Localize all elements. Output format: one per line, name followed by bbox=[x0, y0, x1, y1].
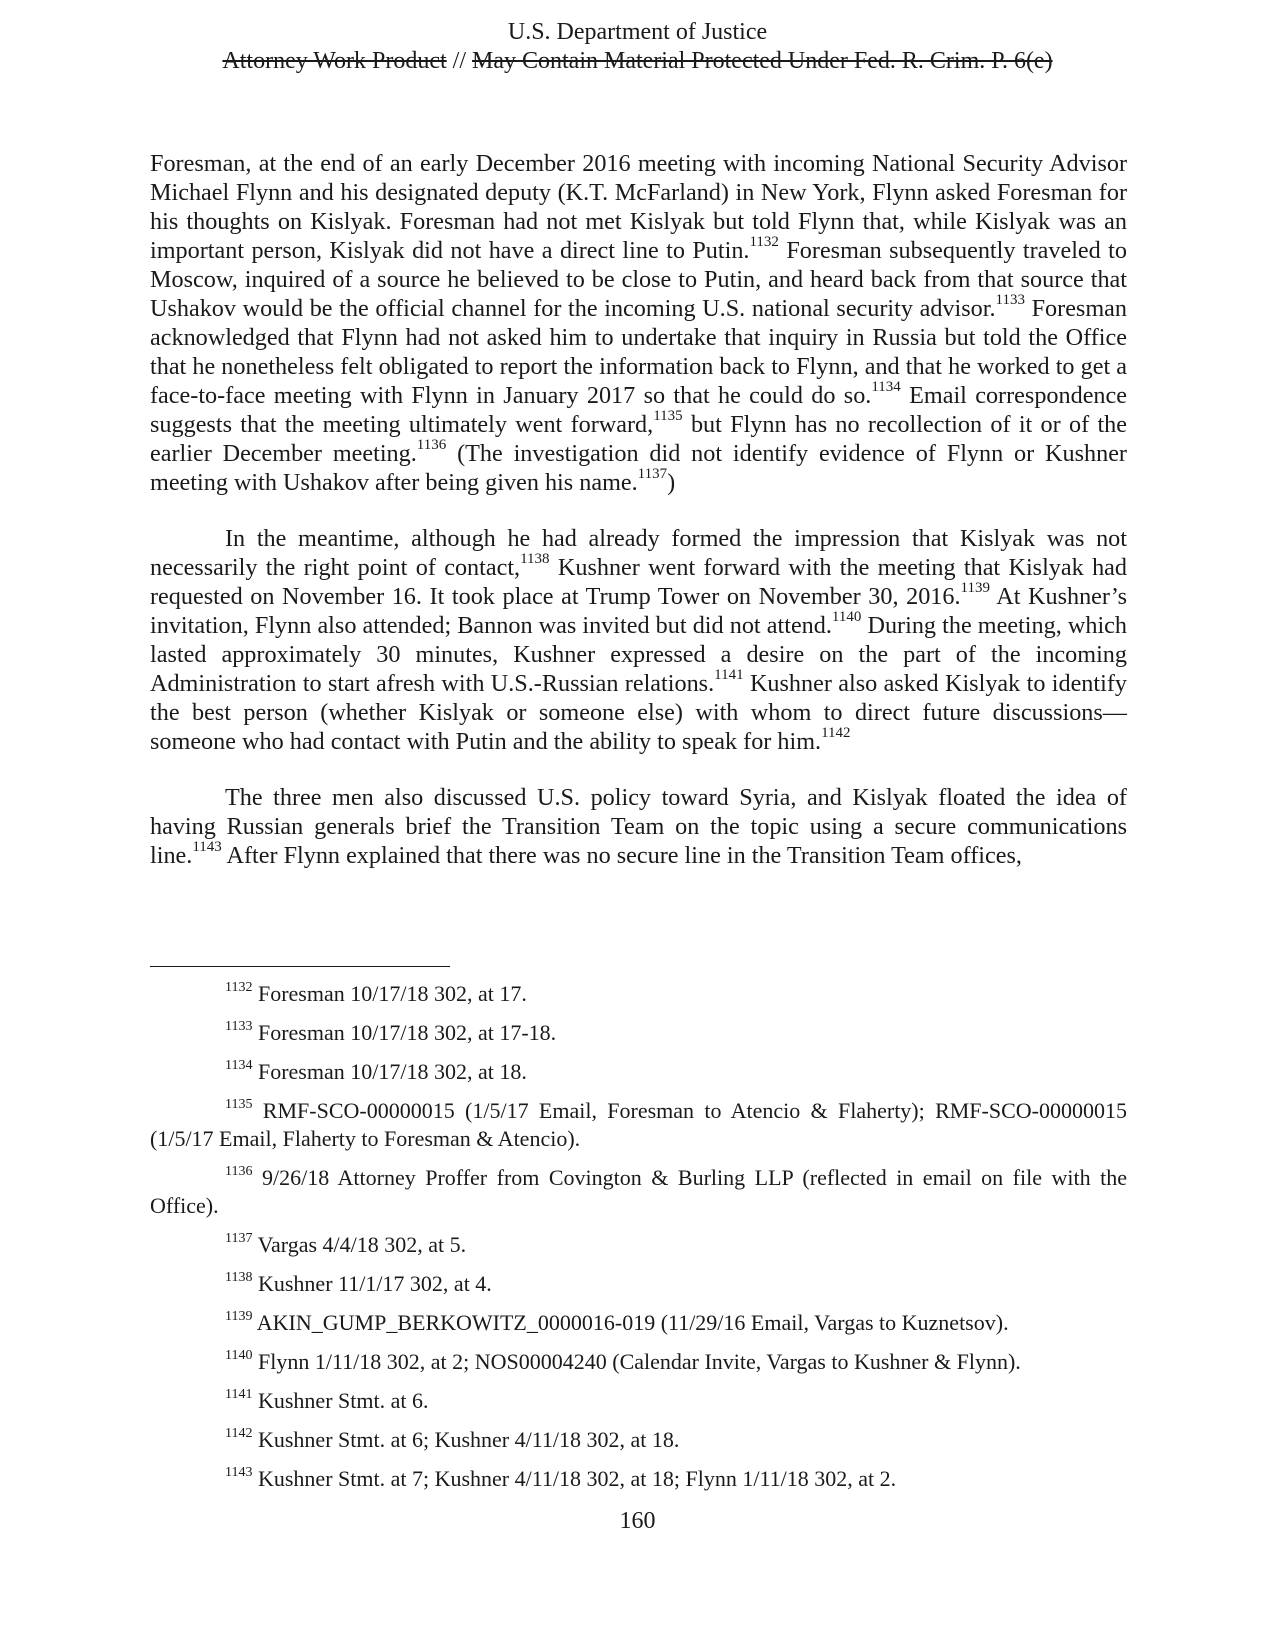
grand-jury-marking: May Contain Material Protected Under Fed. R. Crim. P. 6(e) bbox=[472, 48, 1053, 74]
body-text-run: At Kushner’s invitation, Flynn also attended; Bannon was invited but did not attend. bbox=[150, 583, 1127, 639]
body-paragraph bbox=[150, 149, 1127, 497]
footnote-number: 1140 bbox=[225, 1347, 253, 1363]
footnote-text: RMF-SCO-00000015 (1/5/17 Email, Foresman to Atencio & Flaherty); RMF-SCO-00000015 (1/5/17 Email, Flaherty to Foresman & Atencio). bbox=[150, 1098, 1127, 1151]
footnote-number: 1137 bbox=[225, 1230, 253, 1246]
footnote-text: Foresman 10/17/18 302, at 17-18. bbox=[252, 1020, 557, 1045]
body-text-run: ) bbox=[667, 469, 676, 496]
body-text-run: The three men also discussed U.S. policy toward Syria, and Kislyak floated the idea of having Russian generals brief the Transition Team on the topic using a secure communications line. bbox=[150, 784, 1127, 869]
footnote-reference[interactable]: 1134 bbox=[871, 378, 901, 395]
footnote-text: Foresman 10/17/18 302, at 17. bbox=[252, 981, 527, 1006]
footnote-number: 1133 bbox=[225, 1018, 253, 1034]
footnote-number: 1141 bbox=[225, 1386, 253, 1402]
body-text-run: (The investigation did not identify evidence of Flynn or Kushner meeting with Ushakov after being given his name. bbox=[150, 440, 1127, 496]
footnote-reference[interactable]: 1139 bbox=[960, 579, 990, 596]
body-text-run: Foresman subsequently traveled to Moscow, inquired of a source he believed to be close to Putin, and heard back from that source that Ushakov would be the official channel for the incoming U.S. national security advisor. bbox=[150, 237, 1127, 322]
footnote-number: 1135 bbox=[225, 1096, 253, 1112]
footnote bbox=[150, 1348, 1127, 1376]
footnote-reference[interactable]: 1137 bbox=[637, 465, 668, 482]
body-text-run: but Flynn has no recollection of it or of the earlier December meeting. bbox=[150, 411, 1127, 467]
footnote-text: AKIN_GUMP_BERKOWITZ_0000016-019 (11/29/16 Email, Vargas to Kuznetsov). bbox=[252, 1310, 1009, 1335]
footnote-text: Kushner Stmt. at 6; Kushner 4/11/18 302, at 18. bbox=[252, 1427, 680, 1452]
footnote bbox=[150, 1231, 1127, 1259]
footnote bbox=[150, 1309, 1127, 1337]
footnote-text: Kushner Stmt. at 7; Kushner 4/11/18 302, at 18; Flynn 1/11/18 302, at 2. bbox=[252, 1466, 897, 1491]
footnote bbox=[150, 1270, 1127, 1298]
footnote-text: 9/26/18 Attorney Proffer from Covington & Burling LLP (reflected in email on file with the Office). bbox=[150, 1165, 1127, 1218]
footnote bbox=[150, 1387, 1127, 1415]
footnote-text: Kushner Stmt. at 6. bbox=[252, 1388, 429, 1413]
footnote-text: Kushner 11/1/17 302, at 4. bbox=[252, 1271, 492, 1296]
footnote-reference[interactable]: 1140 bbox=[831, 608, 862, 625]
footnotes bbox=[150, 980, 1127, 1504]
footnote bbox=[150, 1019, 1127, 1047]
body-text bbox=[150, 149, 1127, 897]
footnote-reference[interactable]: 1135 bbox=[653, 407, 683, 424]
footnote-number: 1136 bbox=[225, 1163, 253, 1179]
footnote-reference[interactable]: 1141 bbox=[714, 666, 744, 683]
footnote-reference[interactable]: 1143 bbox=[192, 838, 222, 855]
agency-name: U.S. Department of Justice bbox=[507, 19, 768, 45]
footnote-reference[interactable]: 1132 bbox=[749, 233, 779, 250]
page-header bbox=[0, 18, 1275, 76]
body-paragraph bbox=[150, 524, 1127, 756]
footnote-number: 1138 bbox=[225, 1269, 253, 1285]
marking-separator: // bbox=[446, 48, 473, 74]
footnote-reference[interactable]: 1133 bbox=[995, 291, 1025, 308]
body-text-run: After Flynn explained that there was no secure line in the Transition Team offices, bbox=[221, 842, 1022, 869]
footnote-number: 1139 bbox=[225, 1308, 253, 1324]
footnote bbox=[150, 1058, 1127, 1086]
footnote-text: Vargas 4/4/18 302, at 5. bbox=[252, 1232, 467, 1257]
footnote-reference[interactable]: 1136 bbox=[416, 436, 447, 453]
footnote bbox=[150, 1426, 1127, 1454]
footnote-separator bbox=[150, 966, 450, 967]
footnote-reference[interactable]: 1142 bbox=[821, 724, 851, 741]
footnote-reference[interactable]: 1138 bbox=[520, 550, 550, 567]
footnote bbox=[150, 980, 1127, 1008]
footnote-text: Flynn 1/11/18 302, at 2; NOS00004240 (Calendar Invite, Vargas to Kushner & Flynn). bbox=[252, 1349, 1021, 1374]
body-text-run: Foresman, at the end of an early December 2016 meeting with incoming National Security Advisor Michael Flynn and his designated deputy (K.T. McFarland) in New York, Flynn asked Foresman for his thoughts on Kislyak. Foresman had not met Kislyak but told Flynn that, while Kislyak was an important person, Kislyak did not have a direct line to Putin. bbox=[150, 150, 1127, 264]
page-number: 160 bbox=[619, 1508, 656, 1534]
body-paragraph bbox=[150, 783, 1127, 870]
body-text-run: Foresman acknowledged that Flynn had not asked him to undertake that inquiry in Russia but told the Office that he nonetheless felt obligated to report the information back to Flynn, and that he worked to get a face-to-face meeting with Flynn in January 2017 so that he could do so. bbox=[150, 295, 1127, 409]
footnote-number: 1134 bbox=[225, 1057, 253, 1073]
classification-line bbox=[0, 47, 1275, 76]
work-product-marking: Attorney Work Product bbox=[222, 48, 447, 74]
footnote bbox=[150, 1164, 1127, 1220]
body-text-run: Kushner went forward with the meeting that Kislyak had requested on November 16. It took place at Trump Tower on November 30, 2016. bbox=[150, 554, 1127, 610]
footnote-number: 1143 bbox=[225, 1464, 253, 1480]
body-text-run: In the meantime, although he had already formed the impression that Kislyak was not necessarily the right point of contact, bbox=[150, 525, 1127, 581]
body-text-run: During the meeting, which lasted approximately 30 minutes, Kushner expressed a desire on the part of the incoming Administration to start afresh with U.S.-Russian relations. bbox=[150, 612, 1127, 697]
body-text-run: Kushner also asked Kislyak to identify the best person (whether Kislyak or someone else) with whom to direct future discussions—someone who had contact with Putin and the ability to speak for him. bbox=[150, 670, 1127, 755]
footnote-text: Foresman 10/17/18 302, at 18. bbox=[252, 1059, 527, 1084]
footnote-number: 1132 bbox=[225, 979, 253, 995]
footnote bbox=[150, 1465, 1127, 1493]
footnote bbox=[150, 1097, 1127, 1153]
footnote-number: 1142 bbox=[225, 1425, 253, 1441]
body-text-run: Email correspondence suggests that the meeting ultimately went forward, bbox=[150, 382, 1127, 438]
